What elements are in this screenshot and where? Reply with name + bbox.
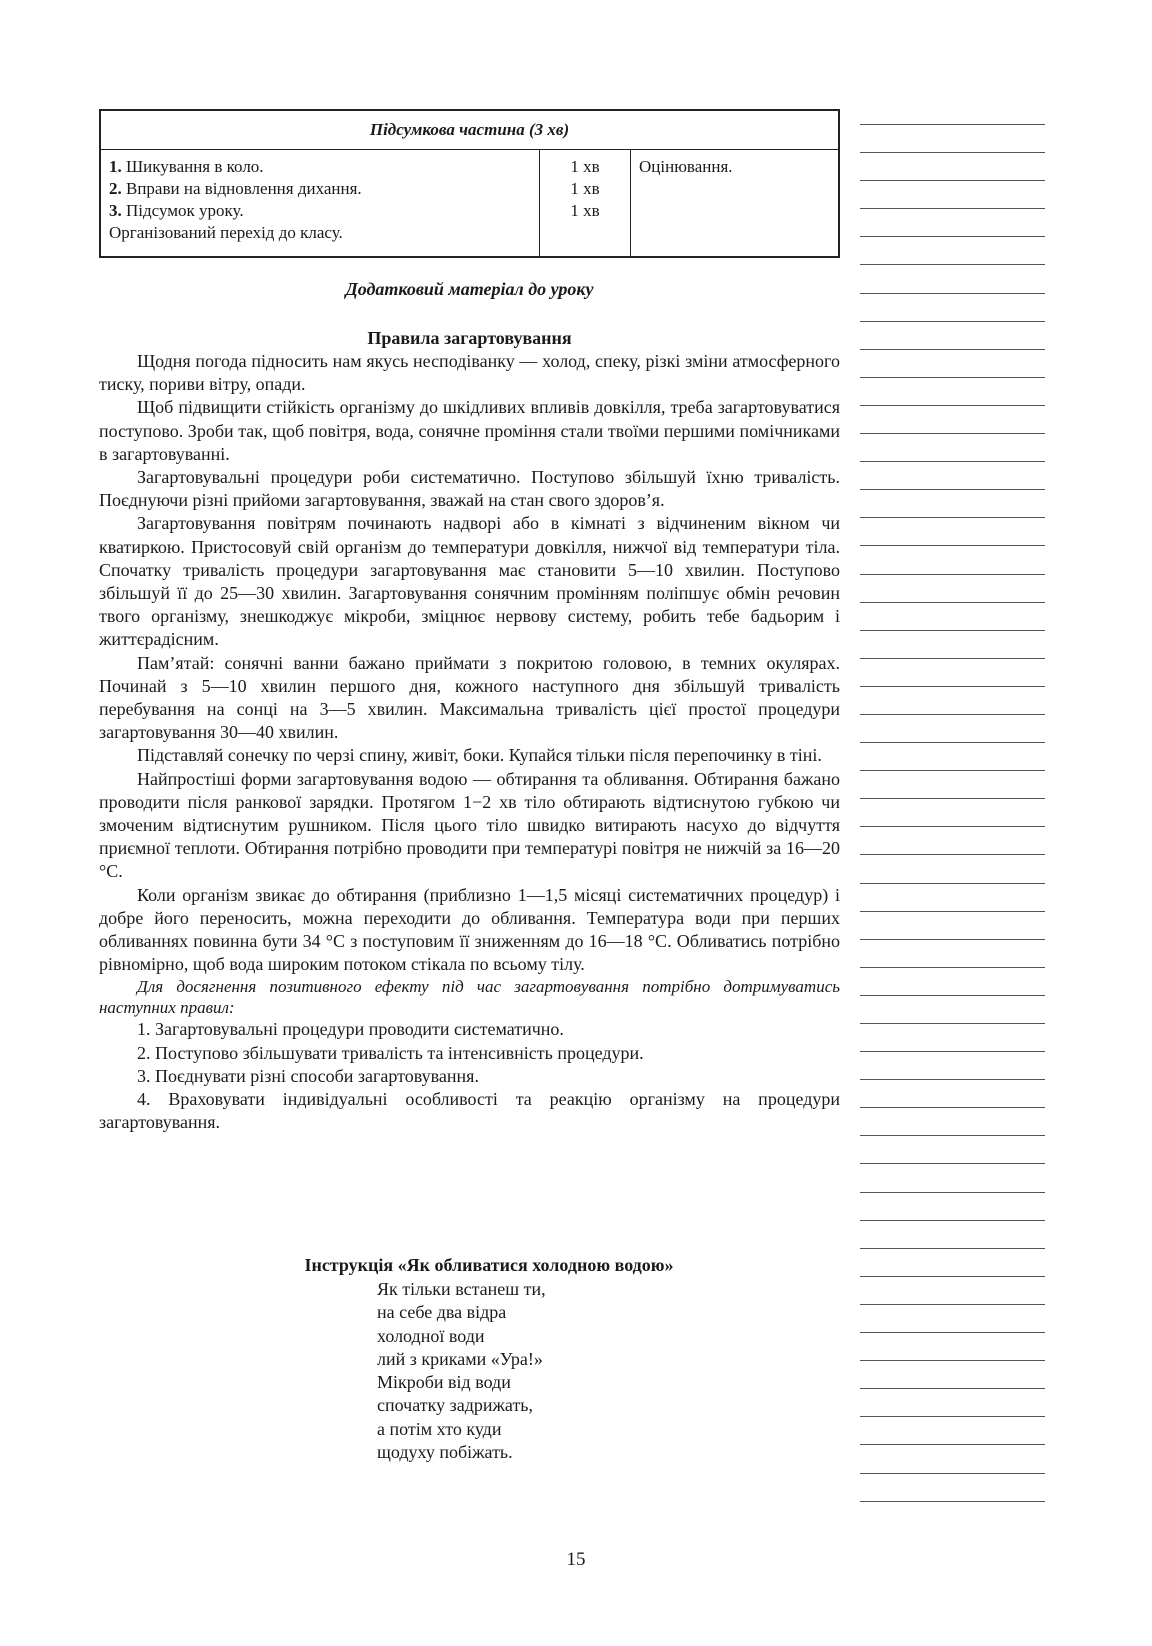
paragraph: Щодня погода підносить нам якусь несподіванку — холод, спеку, різкі зміни атмосферного тиску, пориви вітру, опади. xyxy=(99,351,840,395)
note-line xyxy=(860,826,1045,827)
note-line xyxy=(860,1332,1045,1333)
article-body xyxy=(99,350,840,1135)
note-line xyxy=(860,574,1045,575)
paragraph: Підставляй сонечку по черзі спину, живіт, боки. Купайся тільки після перепочинку в тіні. xyxy=(137,745,822,766)
note-line xyxy=(860,545,1045,546)
poem xyxy=(377,1278,546,1464)
note-line xyxy=(860,630,1045,631)
note-line xyxy=(860,1051,1045,1052)
note-line xyxy=(860,742,1045,743)
note-line xyxy=(860,1248,1045,1249)
note-line xyxy=(860,293,1045,294)
table-header: Підсумкова частина (3 хв) xyxy=(100,110,839,150)
note-line xyxy=(860,1107,1045,1108)
poem-line: Як тільки встанеш ти, xyxy=(377,1279,546,1299)
page-number: 15 xyxy=(566,1549,586,1570)
note-line xyxy=(860,1501,1045,1502)
poem-line: лий з криками «Ура!» xyxy=(377,1348,543,1369)
paragraph: Загартовувальні процедури роби систематично. Поступово збільшуй їхню тривалість. Поєднуючи різні прийоми загартовування, зважай на стан свого здоров’я. xyxy=(99,467,840,511)
note-line xyxy=(860,602,1045,603)
step-item: 3. Підсумок уроку. xyxy=(109,201,244,220)
time-value: 1 хв xyxy=(570,179,600,198)
note-line xyxy=(860,180,1045,181)
poem-line: на себе два відра xyxy=(377,1302,507,1323)
paragraph: Найпростіші форми загартовування водою — обтирання та обливання. Обтирання бажано проводити після ранкової зарядки. Протягом 1−2 хв тіло обтирають відтиснутою губкою чи змоченим відтиснутим рушником. Після цього тіло швидко витирають насухо до відчуття приємної теплоти. Обтирання потрібно проводити при температурі повітря не нижчій за 16—20 °С. xyxy=(99,768,840,882)
step-item: Організований перехід до класу. xyxy=(109,223,343,242)
poem-line: щодуху побіжать. xyxy=(377,1442,513,1463)
rules-title: Правила загартовування xyxy=(367,328,572,348)
note-line xyxy=(860,686,1045,687)
note-line xyxy=(860,1135,1045,1136)
note-line xyxy=(860,770,1045,771)
poem-line: холодної води xyxy=(377,1325,485,1346)
lesson-table xyxy=(99,109,840,258)
paragraph: Щоб підвищити стійкість організму до шкідливих впливів довкілля, треба загартовуватися поступово. Зроби так, щоб повітря, вода, сонячне проміння стали твоїми першими помічниками в загартовуванні. xyxy=(99,397,840,464)
note-line xyxy=(860,405,1045,406)
list-item: 1. Загартовувальні процедури проводити систематично. xyxy=(137,1019,564,1040)
note-line xyxy=(860,967,1045,968)
step-item: 2. Вправи на відновлення дихання. xyxy=(109,179,362,198)
note-line xyxy=(860,152,1045,153)
note-line xyxy=(860,208,1045,209)
paragraph: Пам’ятай: сонячні ванни бажано приймати з покритою головою, в темних окулярах. Починай з 5—10 хвилин першого дня, кожного наступного дня збільшуй тривалість перебування на сонці на 3—5 хвилин. Максимальна тривалість цієї простої процедури загартовування 30—40 хвилин. xyxy=(99,652,840,743)
note-line xyxy=(860,1388,1045,1389)
paragraph: Коли організм звикає до обтирання (приблизно 1—1,5 місяці систематичних процедур) і добре його переносить, можна переходити до обливання. Температура води при перших обливаннях повинна бути 34 °С з поступовим її зниженням до 16—18 °С. Обливатись потрібно рівномірно, щоб вода широким потоком стікала по всьому тілу. xyxy=(99,884,840,975)
note-line xyxy=(860,658,1045,659)
note-line xyxy=(860,433,1045,434)
note-line xyxy=(860,1276,1045,1277)
note-line xyxy=(860,911,1045,912)
steps-cell xyxy=(100,150,540,258)
note-line xyxy=(860,1304,1045,1305)
note-line xyxy=(860,377,1045,378)
note-line xyxy=(860,1163,1045,1164)
note-line xyxy=(860,1473,1045,1474)
note-line xyxy=(860,461,1045,462)
time-value: 1 хв xyxy=(570,201,600,220)
paragraph: Загартовування повітрям починають надворі або в кімнаті з відчиненим вікном чи кватиркою. Пристосовуй свій організм до температури довкілля, нижчої від температури тіла. Спочатку тривалість процедури загартовування має становити 5—10 хвилин. Поступово збільшуй її до 25—30 хвилин. Загартовування сонячним промінням поліпшує обмін речовин твого організму, знешкоджує мікроби, зміцнює нервову систему, робить тебе бадьорим і життєрадісним. xyxy=(99,513,840,650)
note-line xyxy=(860,1023,1045,1024)
note-line xyxy=(860,1360,1045,1361)
list-item: 3. Поєднувати різні способи загартовування. xyxy=(137,1065,479,1086)
poem-line: спочатку задрижать, xyxy=(377,1395,534,1416)
time-value: 1 хв xyxy=(570,157,600,176)
note-line xyxy=(860,1220,1045,1221)
note-line xyxy=(860,321,1045,322)
poem-title: Інструкція «Як обливатися холодною водою» xyxy=(304,1255,674,1275)
note-line xyxy=(860,1079,1045,1080)
note-line xyxy=(860,124,1045,125)
note-line xyxy=(860,1416,1045,1417)
note-line xyxy=(860,517,1045,518)
note-line xyxy=(860,883,1045,884)
poem-line: а потім хто куди xyxy=(377,1418,502,1439)
note-line xyxy=(860,264,1045,265)
step-item: 1. Шикування в коло. xyxy=(109,157,264,176)
additional-material-title: Додатковий матеріал до уроку xyxy=(345,279,594,299)
evaluation-cell: Оцінювання. xyxy=(631,150,840,258)
note-line xyxy=(860,798,1045,799)
note-line xyxy=(860,854,1045,855)
time-cell xyxy=(540,150,631,258)
rules-list xyxy=(99,1018,840,1134)
note-line xyxy=(860,1192,1045,1193)
note-line xyxy=(860,714,1045,715)
note-line xyxy=(860,489,1045,490)
note-lines xyxy=(860,124,1045,1529)
poem-line: Мікроби від води xyxy=(377,1372,511,1393)
note-line xyxy=(860,939,1045,940)
list-item: 4. Враховувати індивідуальні особливості та реакцію організму на процедури загартовування. xyxy=(99,1089,840,1133)
note-line xyxy=(860,995,1045,996)
note-line xyxy=(860,1444,1045,1445)
note-line xyxy=(860,236,1045,237)
note-line xyxy=(860,349,1045,350)
rules-intro: Для досягнення позитивного ефекту під час загартовування потрібно дотримуватись наступних правил: xyxy=(99,977,840,1018)
list-item: 2. Поступово збільшувати тривалість та інтенсивність процедури. xyxy=(137,1042,644,1063)
